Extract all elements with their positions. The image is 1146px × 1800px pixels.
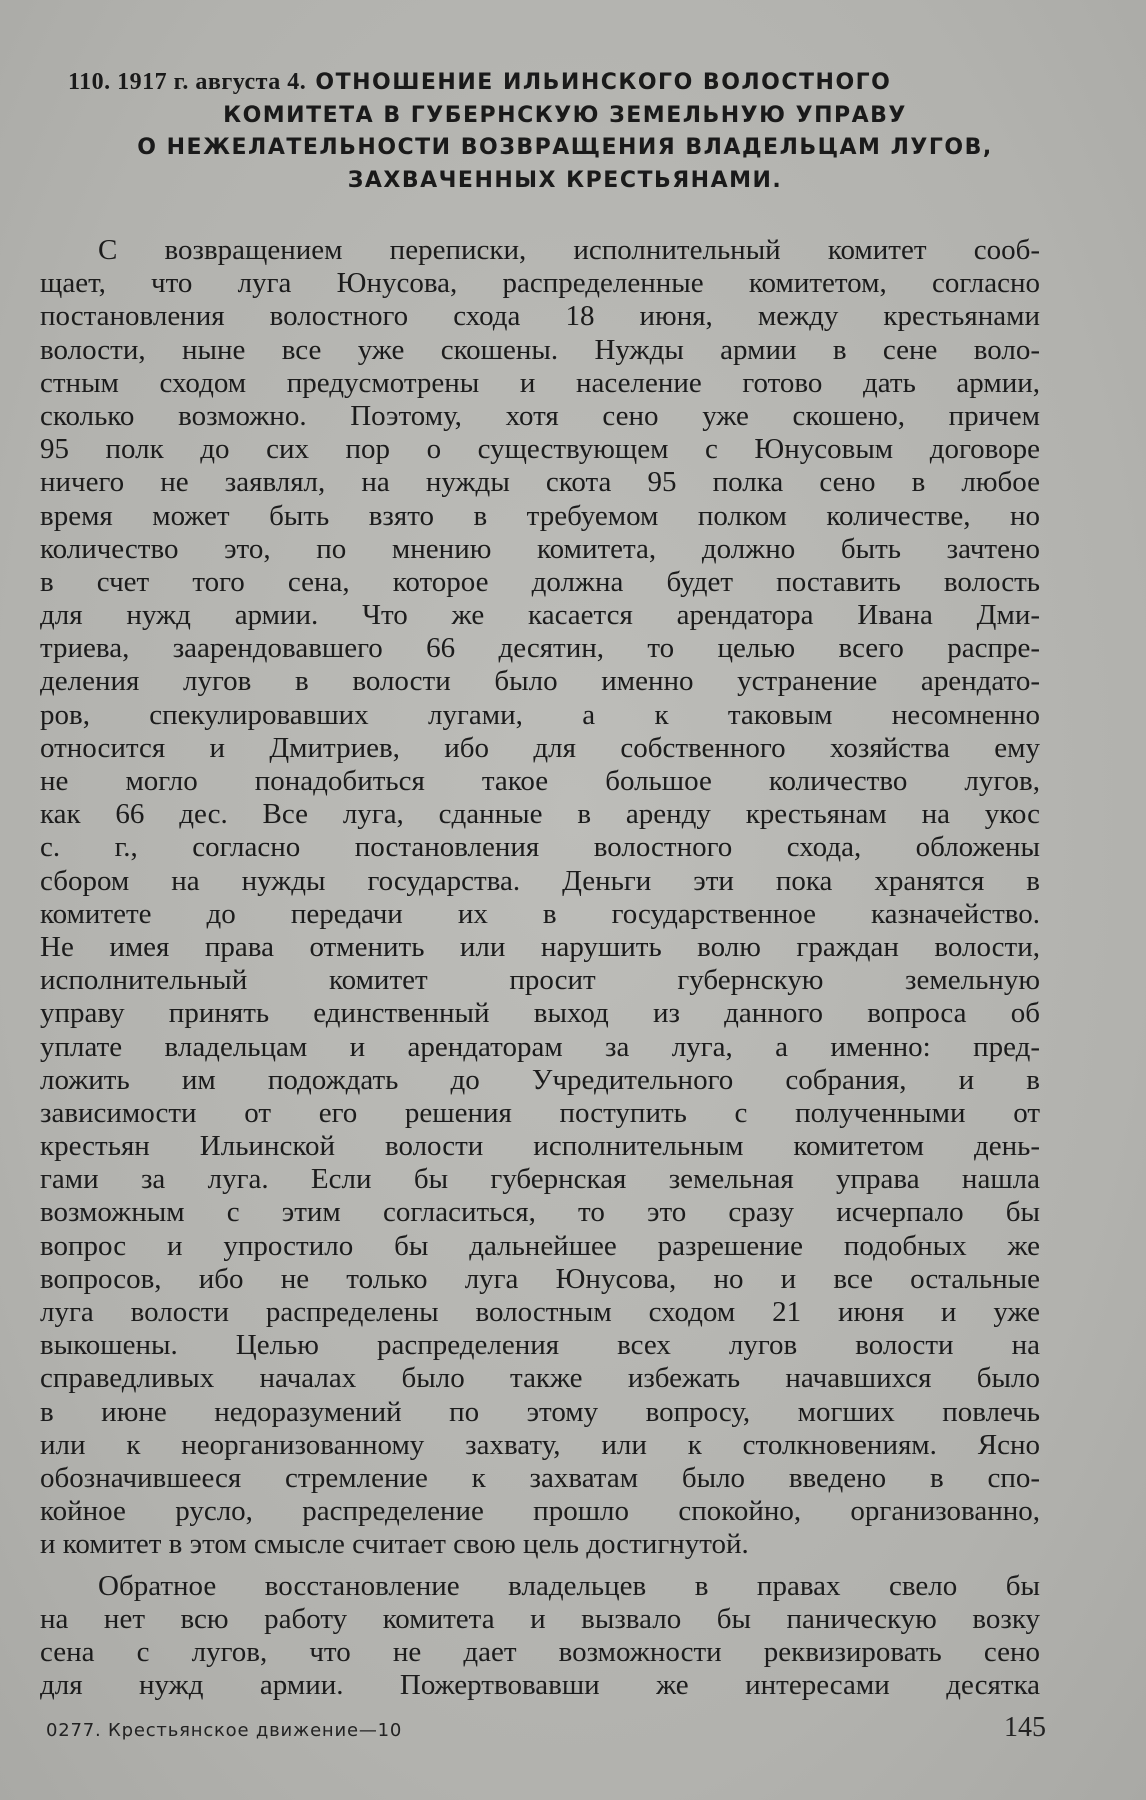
paragraph-1: [40, 234, 1040, 1562]
document-body: [40, 234, 1040, 1702]
text-line: управу принять единственный выход из данного вопроса об: [40, 997, 1040, 1030]
text-line: Обратное восстановление владельцев в правах свело бы: [98, 1569, 1040, 1602]
text-line: время может быть взято в требуемом полком количестве, но: [40, 499, 1040, 532]
text-line: сбором на нужды государства. Деньги эти пока хранятся в: [40, 864, 1040, 897]
text-line: крестьян Ильинской волости исполнительным комитетом день-: [40, 1130, 1040, 1163]
text-line: стным сходом предусмотрены и население готово дать армии,: [40, 366, 1040, 399]
text-line: 95 полк до сих пор о существующем с Юнусовым договоре: [40, 433, 1040, 466]
text-line: Не имея права отменить или нарушить волю граждан волости,: [40, 930, 1040, 963]
text-line: справедливых началах было также избежать начавшихся было: [40, 1362, 1040, 1395]
text-line: зависимости от его решения поступить с полученными от: [40, 1096, 1040, 1129]
text-line: количество это, по мнению комитета, должно быть зачтено: [40, 532, 1040, 565]
text-line: не могло понадобиться такое большое количество лугов,: [40, 765, 1040, 797]
text-line: и комитет в этом смысле считает свою цель достигнутой.: [40, 1528, 749, 1561]
text-line: гами за луга. Если бы губернская земельная управа нашла: [40, 1163, 1040, 1196]
text-line: вопрос и упростило бы дальнейшее разрешение подобных же: [40, 1229, 1040, 1262]
text-line: в июне недоразумений по этому вопросу, могших повлечь: [40, 1395, 1040, 1428]
text-line: на нет всю работу комитета и вызвало бы паническую возку: [40, 1602, 1040, 1635]
paragraph-2: [40, 1570, 1040, 1703]
text-line: сколько возможно. Поэтому, хотя сено уже скошено, причем: [40, 399, 1040, 432]
text-line: постановления волостного схода 18 июня, между крестьянами: [40, 300, 1040, 333]
text-line: обозначившееся стремление к захватам было введено в спо-: [40, 1461, 1040, 1494]
text-line: волости, ныне все уже скошены. Нужды армии в сене воло-: [40, 333, 1040, 366]
text-line: для нужд армии. Пожертвовавши же интересами десятка: [40, 1669, 1040, 1702]
heading-line-1: [60, 66, 1070, 100]
text-line: возможным с этим согласиться, то это сразу исчерпало бы: [40, 1196, 1040, 1229]
text-line: луга волости распределены волостным сходом 21 июня и уже: [40, 1296, 1040, 1328]
text-line: выкошены. Целью распределения всех лугов волости на: [40, 1329, 1040, 1362]
text-line: С возвращением переписки, исполнительный комитет сооб-: [98, 234, 1040, 266]
text-line: триева, заарендовавшего 66 десятин, то целью всего распре-: [40, 632, 1040, 665]
text-line: как 66 дес. Все луга, сданные в аренду крестьянам на укос: [40, 798, 1040, 831]
heading-line-3: О НЕЖЕЛАТЕЛЬНОСТИ ВОЗВРАЩЕНИЯ ВЛАДЕЛЬЦАМ ЛУГОВ,: [137, 135, 993, 160]
text-line: деления лугов в волости было именно устранение арендато-: [40, 665, 1040, 698]
heading-line-2: КОМИТЕТА В ГУБЕРНСКУЮ ЗЕМЕЛЬНУЮ УПРАВУ: [223, 102, 907, 128]
text-line: относится и Дмитриев, ибо для собственного хозяйства ему: [40, 731, 1040, 764]
text-line: или к неорганизованному захвату, или к столкновениям. Ясно: [40, 1428, 1040, 1461]
document-number-date: 110. 1917 г. августа 4.: [68, 69, 307, 95]
text-line: вопросов, ибо не только луга Юнусова, но и все остальные: [40, 1262, 1040, 1295]
text-line: для нужд армии. Что же касается арендатора Ивана Дми-: [40, 599, 1040, 632]
text-line: в счет того сена, которое должна будет поставить волость: [40, 565, 1040, 598]
text-line: ничего не заявлял, на нужды скота 95 полка сено в любое: [40, 466, 1040, 499]
text-line: ложить им подождать до Учредительного собрания, и в: [40, 1063, 1040, 1096]
heading-title-part-1: ОТНОШЕНИЕ ИЛЬИНСКОГО ВОЛОСТНОГО: [315, 70, 892, 95]
text-line: с. г., согласно постановления волостного схода, обложены: [40, 831, 1040, 864]
text-line: сена с лугов, что не дает возможности реквизировать сено: [40, 1635, 1040, 1668]
footer-signature-mark: 0277. Крестьянское движение—10: [46, 1720, 403, 1741]
text-line: щает, что луга Юнусова, распределенные комитетом, согласно: [40, 267, 1040, 300]
text-line: ров, спекулировавших лугами, а к таковым несомненно: [40, 698, 1040, 731]
text-line: койное русло, распределение прошло спокойно, организованно,: [40, 1495, 1040, 1528]
text-line: уплате владельцам и арендаторам за луга, а именно: пред-: [40, 1030, 1040, 1063]
document-heading: [60, 66, 1070, 197]
heading-line-4: ЗАХВАЧЕННЫХ КРЕСТЬЯНАМИ.: [347, 167, 783, 193]
page-number: 145: [1004, 1712, 1046, 1743]
text-line: исполнительный комитет просит губернскую земельную: [40, 964, 1040, 997]
text-line: комитете до передачи их в государственное казначейство.: [40, 897, 1040, 930]
